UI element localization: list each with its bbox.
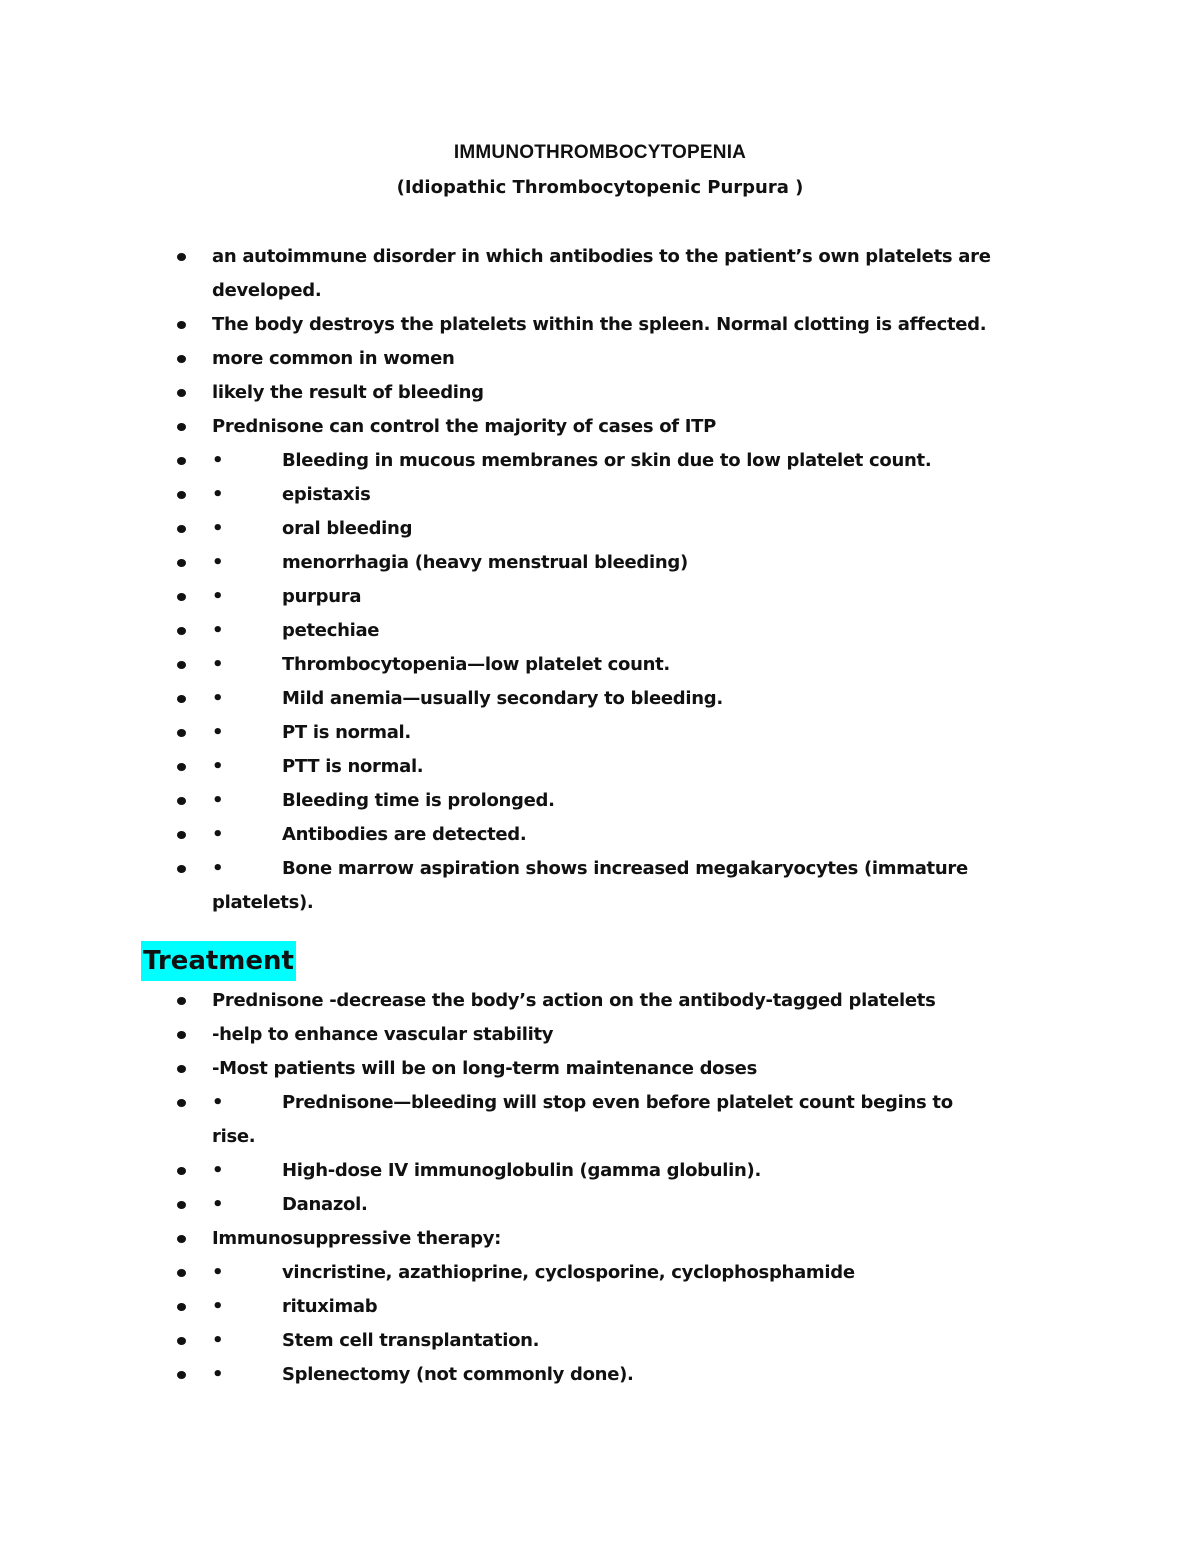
bullet-icon xyxy=(177,797,186,805)
list-item-text: The body destroys the platelets within the spleen. Normal clotting is affected. xyxy=(212,314,987,335)
list-item xyxy=(0,580,1200,614)
list-item-text: an autoimmune disorder in which antibodies to the patient’s own platelets are developed. xyxy=(212,246,991,301)
list-item xyxy=(0,1222,1200,1256)
list-item xyxy=(0,614,1200,648)
sub-bullet-mark: • xyxy=(212,654,224,675)
bullet-icon xyxy=(177,1269,186,1277)
list-item xyxy=(0,1256,1200,1290)
list-item-text: PTT is normal. xyxy=(282,756,424,777)
list-item xyxy=(0,1086,1200,1154)
bullet-icon xyxy=(177,1337,186,1345)
list-item-text: petechiae xyxy=(282,620,380,641)
list-item-text: vincristine, azathioprine, cyclosporine, cyclophosphamide xyxy=(282,1262,855,1283)
sub-bullet-mark: • xyxy=(212,1092,224,1113)
list-item xyxy=(0,478,1200,512)
list-item-text: epistaxis xyxy=(282,484,371,505)
list-item-text: Bleeding time is prolonged. xyxy=(282,790,555,811)
list-item-text: Bone marrow aspiration shows increased megakaryocytes (immature platelets). xyxy=(212,858,968,913)
sub-bullet-mark: • xyxy=(212,552,224,573)
bullet-icon xyxy=(177,865,186,873)
list-item xyxy=(0,444,1200,478)
bullet-icon xyxy=(177,253,186,261)
list-item xyxy=(0,648,1200,682)
list-item-text: Danazol. xyxy=(282,1194,368,1215)
sub-bullet-mark: • xyxy=(212,756,224,777)
list-item-text: -help to enhance vascular stability xyxy=(212,1024,554,1045)
list-item-text: High-dose IV immunoglobulin (gamma globulin). xyxy=(282,1160,761,1181)
bullet-icon xyxy=(177,1031,186,1039)
overview-list xyxy=(0,240,1200,920)
bullet-icon xyxy=(177,491,186,499)
list-item-text: Prednisone -decrease the body’s action on the antibody-tagged platelets xyxy=(212,990,936,1011)
list-item xyxy=(0,410,1200,444)
bullet-icon xyxy=(177,1235,186,1243)
bullet-icon xyxy=(177,695,186,703)
bullet-icon xyxy=(177,997,186,1005)
bullet-icon xyxy=(177,1167,186,1175)
list-item xyxy=(0,546,1200,580)
bullet-icon xyxy=(177,559,186,567)
sub-bullet-mark: • xyxy=(212,858,224,879)
list-item-text: PT is normal. xyxy=(282,722,411,743)
list-item xyxy=(0,750,1200,784)
list-item-text: purpura xyxy=(282,586,362,607)
list-item xyxy=(0,308,1200,342)
bullet-icon xyxy=(177,389,186,397)
list-item xyxy=(0,682,1200,716)
bullet-icon xyxy=(177,763,186,771)
sub-bullet-mark: • xyxy=(212,586,224,607)
bullet-icon xyxy=(177,593,186,601)
bullet-icon xyxy=(177,1371,186,1379)
list-item-text: Prednisone—bleeding will stop even before platelet count begins to rise. xyxy=(212,1092,953,1147)
bullet-icon xyxy=(177,457,186,465)
sub-bullet-mark: • xyxy=(212,450,224,471)
list-item-text: Prednisone can control the majority of cases of ITP xyxy=(212,416,717,437)
list-item xyxy=(0,818,1200,852)
sub-bullet-mark: • xyxy=(212,1364,224,1385)
list-item xyxy=(0,1154,1200,1188)
bullet-icon xyxy=(177,1099,186,1107)
list-item-text: Thrombocytopenia—low platelet count. xyxy=(282,654,670,675)
list-item-text: oral bleeding xyxy=(282,518,413,539)
sub-bullet-mark: • xyxy=(212,1194,224,1215)
bullet-icon xyxy=(177,831,186,839)
bullet-icon xyxy=(177,1065,186,1073)
list-item xyxy=(0,1052,1200,1086)
bullet-icon xyxy=(177,1201,186,1209)
list-item-text: Bleeding in mucous membranes or skin due to low platelet count. xyxy=(282,450,932,471)
list-item xyxy=(0,716,1200,750)
bullet-icon xyxy=(177,321,186,329)
sub-bullet-mark: • xyxy=(212,620,224,641)
document-title: IMMUNOTHROMBOCYTOPENIA xyxy=(453,142,747,163)
list-item xyxy=(0,1358,1200,1392)
list-item-text: rituximab xyxy=(282,1296,378,1317)
list-item-text: Stem cell transplantation. xyxy=(282,1330,540,1351)
sub-bullet-mark: • xyxy=(212,688,224,709)
bullet-icon xyxy=(177,627,186,635)
sub-bullet-mark: • xyxy=(212,1160,224,1181)
sub-bullet-mark: • xyxy=(212,824,224,845)
list-item-text: Immunosuppressive therapy: xyxy=(212,1228,502,1249)
sub-bullet-mark: • xyxy=(212,518,224,539)
list-item xyxy=(0,1324,1200,1358)
bullet-icon xyxy=(177,1303,186,1311)
list-item-text: more common in women xyxy=(212,348,455,369)
sub-bullet-mark: • xyxy=(212,790,224,811)
sub-bullet-mark: • xyxy=(212,1330,224,1351)
list-item-text: likely the result of bleeding xyxy=(212,382,484,403)
list-item xyxy=(0,512,1200,546)
list-item-text: menorrhagia (heavy menstrual bleeding) xyxy=(282,552,688,573)
document-subtitle: (Idiopathic Thrombocytopenic Purpura ) xyxy=(396,177,804,198)
list-item xyxy=(0,1018,1200,1052)
bullet-icon xyxy=(177,661,186,669)
bullet-icon xyxy=(177,423,186,431)
list-item xyxy=(0,240,1200,308)
list-item-text: Antibodies are detected. xyxy=(282,824,527,845)
list-item-text: Mild anemia—usually secondary to bleeding. xyxy=(282,688,723,709)
bullet-icon xyxy=(177,355,186,363)
sub-bullet-mark: • xyxy=(212,1262,224,1283)
list-item xyxy=(0,1290,1200,1324)
treatment-heading: Treatment xyxy=(141,941,296,981)
list-item xyxy=(0,784,1200,818)
treatment-list xyxy=(0,984,1200,1392)
list-item-text: Splenectomy (not commonly done). xyxy=(282,1364,634,1385)
list-item-text: -Most patients will be on long-term maintenance doses xyxy=(212,1058,757,1079)
bullet-icon xyxy=(177,525,186,533)
list-item xyxy=(0,984,1200,1018)
list-item xyxy=(0,342,1200,376)
list-item xyxy=(0,852,1200,920)
sub-bullet-mark: • xyxy=(212,484,224,505)
sub-bullet-mark: • xyxy=(212,1296,224,1317)
sub-bullet-mark: • xyxy=(212,722,224,743)
list-item xyxy=(0,1188,1200,1222)
list-item xyxy=(0,376,1200,410)
bullet-icon xyxy=(177,729,186,737)
